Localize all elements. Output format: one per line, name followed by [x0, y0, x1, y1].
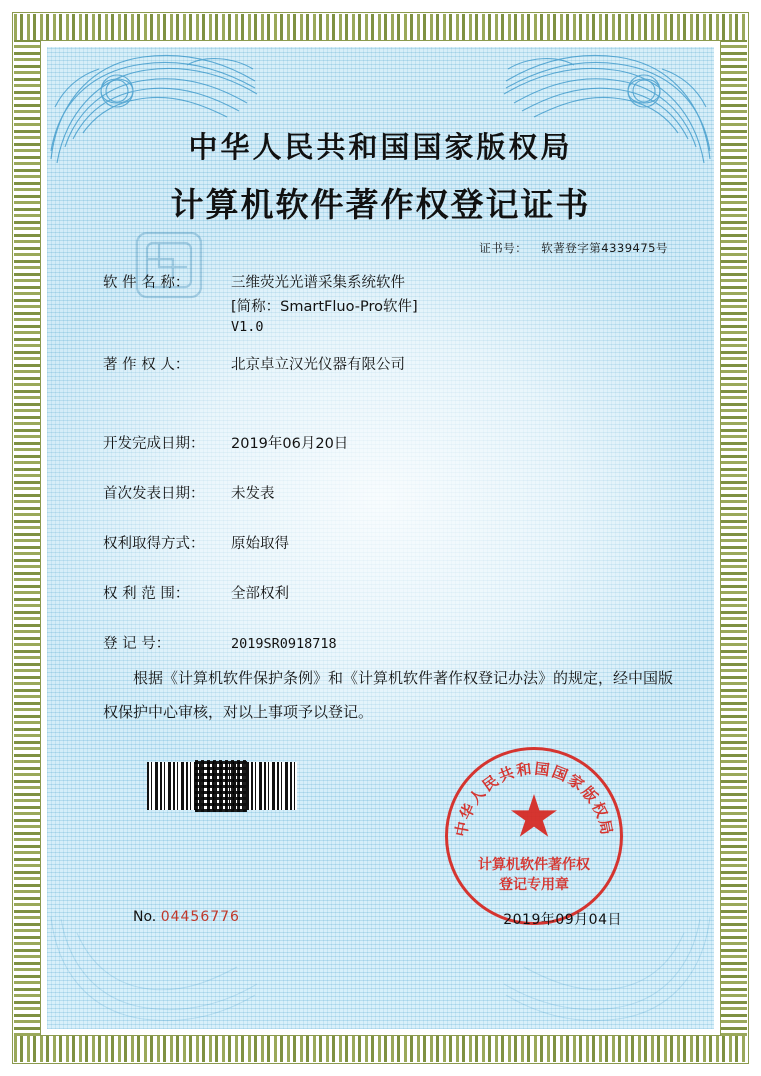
software-alias-value: [简称：SmartFluo-Pro软件]	[231, 299, 418, 315]
software-version-value: V1.0	[231, 319, 264, 335]
legal-statement	[103, 661, 673, 729]
issue-date: 2019年09月04日	[503, 912, 622, 928]
scope-label: 权 利 范 围：	[103, 586, 190, 602]
serial-number	[133, 909, 240, 925]
owner-label: 著 作 权 人：	[103, 357, 190, 373]
pub-date-label: 首次发表日期：	[103, 486, 205, 502]
seal-line-2: 登记专用章	[499, 877, 569, 893]
certificate-content	[47, 47, 714, 1029]
serial-number-value: 04456776	[160, 909, 240, 925]
field-owner	[103, 353, 405, 374]
qr-code	[195, 760, 247, 812]
field-registration-number	[103, 632, 337, 653]
reg-no-value: 2019SR0918718	[231, 636, 337, 652]
acquire-value: 原始取得	[231, 536, 289, 552]
certificate-number-value: 软著登字第4339475号	[541, 241, 668, 255]
seal-line-1: 计算机软件著作权	[478, 857, 590, 873]
field-software-name	[103, 271, 405, 292]
official-seal	[445, 747, 623, 925]
certificate-title: 计算机软件著作权登记证书	[170, 185, 591, 224]
seal-arc-text	[448, 750, 620, 922]
dev-date-value: 2019年06月20日	[231, 436, 349, 452]
field-rights-scope	[103, 582, 289, 603]
serial-number-label: No.	[133, 909, 157, 925]
field-pub-date	[103, 482, 275, 503]
seal-arc-label: 中华人民共和国国家版权局	[451, 759, 617, 839]
software-name-label: 软 件 名 称：	[103, 275, 190, 291]
issuer-title: 中华人民共和国国家版权局	[188, 130, 573, 164]
software-name-value: 三维荧光光谱采集系统软件	[231, 275, 405, 291]
acquire-label: 权利取得方式：	[103, 536, 205, 552]
field-dev-date	[103, 432, 348, 453]
dev-date-label: 开发完成日期：	[103, 436, 205, 452]
scope-value: 全部权利	[231, 586, 289, 602]
certificate-number-label: 证书号：	[479, 241, 528, 255]
field-acquire-method	[103, 532, 289, 553]
legal-statement-text: 根据《计算机软件保护条例》和《计算机软件著作权登记办法》的规定，经中国版权保护中心审核，对以上事项予以登记。	[103, 669, 674, 721]
owner-value: 北京卓立汉光仪器有限公司	[231, 357, 405, 373]
reg-no-label: 登 记 号：	[103, 636, 171, 652]
pub-date-value: 未发表	[231, 486, 275, 502]
guilloche-panel	[47, 47, 714, 1029]
certificate-number	[479, 240, 668, 256]
